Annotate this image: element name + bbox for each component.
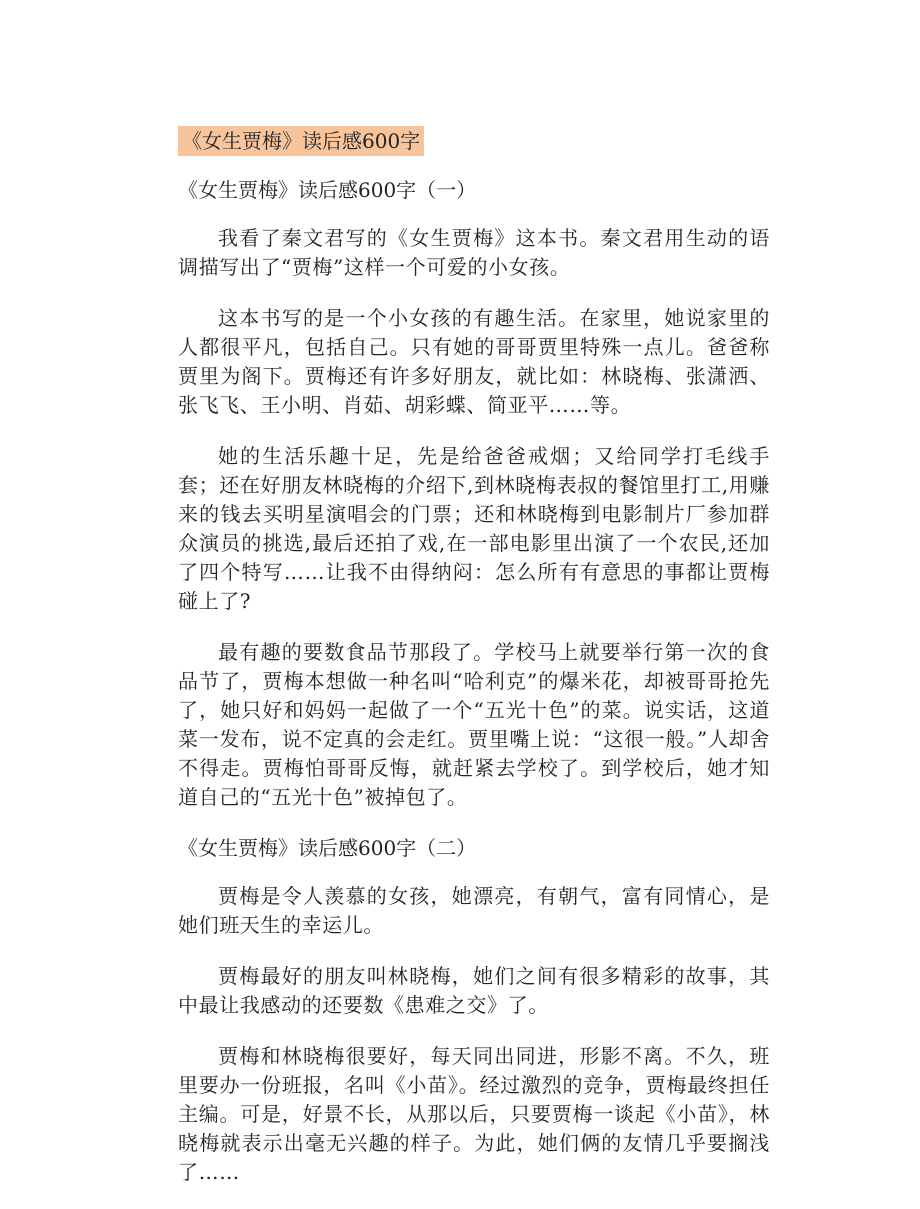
paragraph: 最有趣的要数食品节那段了。学校马上就要举行第一次的食品节了，贾梅本想做一种名叫“哈利克”的爆米花，却被哥哥抢先了，她只好和妈妈一起做了一个“五光十色”的菜。说实话，这道菜一发布，说不定真的会走红。贾里嘴上说：“这很一般。”人却舍不得走。贾梅怕哥哥反悔，就赶紧去学校了。到学校后，她才知道自己的“五光十色”被掉包了。 <box>178 640 770 809</box>
document-title: 《女生贾梅》读后感600字 <box>178 126 424 156</box>
paragraph: 这本书写的是一个小女孩的有趣生活。在家里，她说家里的人都很平凡，包括自己。只有她的哥哥贾里特殊一点儿。爸爸称贾里为阁下。贾梅还有许多好朋友，就比如：林晓梅、张潇洒、张飞飞、王小明、肖茹、胡彩蝶、简亚平……等。 <box>178 306 770 417</box>
section-heading: 《女生贾梅》读后感600字（二） <box>178 836 477 860</box>
section-heading: 《女生贾梅》读后感600字（一） <box>178 178 477 202</box>
paragraph: 贾梅最好的朋友叫林晓梅，她们之间有很多精彩的故事，其中最让我感动的还要数《患难之交》了。 <box>178 964 770 1017</box>
paragraph: 贾梅和林晓梅很要好，每天同出同进，形影不离。不久，班里要办一份班报，名叫《小苗》。经过激烈的竞争，贾梅最终担任主编。可是，好景不长，从那以后，只要贾梅一谈起《小苗》，林晓梅就表示出毫无兴趣的样子。为此，她们俩的友情几乎要搁浅了…… <box>178 1044 770 1184</box>
paragraph: 她的生活乐趣十足，先是给爸爸戒烟；又给同学打毛线手套；还在好朋友林晓梅的介绍下,到林晓梅表叔的餐馆里打工,用赚来的钱去买明星演唱会的门票；还和林晓梅到电影制片厂参加群众演员的挑选,最后还拍了戏,在一部电影里出演了一个农民,还加了四个特写……让我不由得纳闷：怎么所有有意思的事都让贾梅碰上了? <box>178 444 770 613</box>
document-body <box>178 162 770 1209</box>
paragraph: 我看了秦文君写的《女生贾梅》这本书。秦文君用生动的语调描写出了“贾梅”这样一个可爱的小女孩。 <box>178 226 770 279</box>
paragraph: 贾梅是令人羡慕的女孩，她漂亮，有朝气，富有同情心，是她们班天生的幸运儿。 <box>178 884 770 937</box>
